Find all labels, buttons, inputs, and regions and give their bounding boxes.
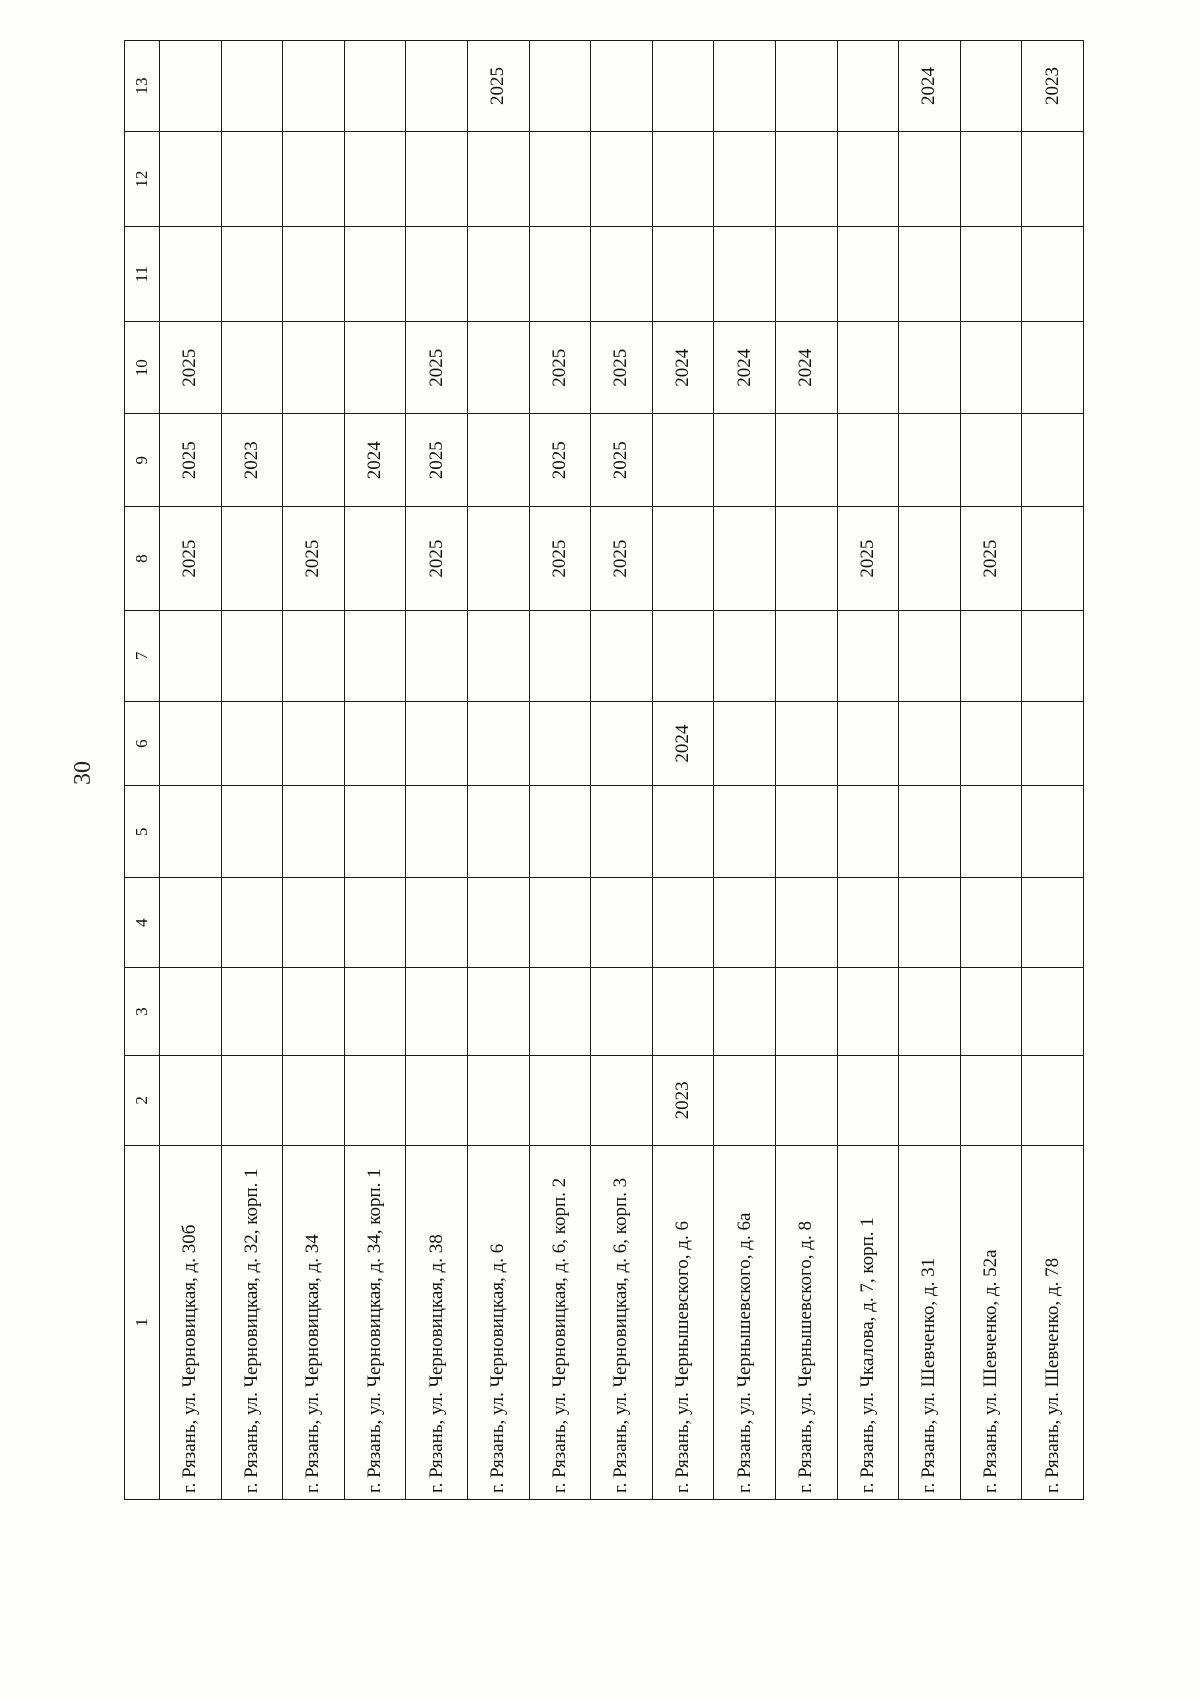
table-row [960,41,1022,1500]
year-cell [652,878,714,968]
year-cell: 2025 [960,507,1022,611]
year-cell [406,968,468,1056]
year-cell [406,701,468,786]
year-cell [160,878,222,968]
year-cell [160,227,222,322]
year-cell [283,968,345,1056]
year-cell: 2025 [591,322,653,414]
year-cell [837,1055,899,1145]
year-cell: 2025 [467,41,529,132]
year-cell [283,322,345,414]
year-cell [899,507,961,611]
year-cell [283,132,345,227]
year-cell [221,878,283,968]
year-cell: 2025 [529,322,591,414]
year-cell [1022,227,1084,322]
year-cell [591,610,653,701]
year-cell [529,878,591,968]
year-cell [529,701,591,786]
year-cell [714,968,776,1056]
year-cell: 2024 [714,322,776,414]
column-header: 1 [125,1145,160,1499]
year-cell: 2024 [775,322,837,414]
year-cell [529,1055,591,1145]
year-cell [960,878,1022,968]
year-cell: 2025 [406,507,468,611]
table-row [221,41,283,1500]
year-cell [652,610,714,701]
year-cell [221,701,283,786]
year-cell [1022,701,1084,786]
year-cell [529,41,591,132]
year-cell: 2024 [652,701,714,786]
column-header: 4 [125,878,160,968]
year-cell [652,227,714,322]
year-cell: 2025 [160,414,222,507]
year-cell [591,786,653,878]
year-cell [775,132,837,227]
year-cell [837,786,899,878]
year-cell [652,968,714,1056]
year-cell [652,507,714,611]
year-cell [899,322,961,414]
year-cell: 2024 [899,41,961,132]
table-row [652,41,714,1500]
year-cell [529,610,591,701]
year-cell [591,41,653,132]
year-cell [344,41,406,132]
year-cell [837,132,899,227]
year-cell [714,1055,776,1145]
year-cell: 2023 [221,414,283,507]
year-cell: 2024 [344,414,406,507]
year-cell [960,610,1022,701]
year-cell [591,227,653,322]
year-cell: 2025 [160,507,222,611]
year-cell [591,878,653,968]
year-cell: 2025 [591,414,653,507]
year-cell [960,414,1022,507]
table-row [591,41,653,1500]
year-cell [591,132,653,227]
year-cell [775,1055,837,1145]
year-cell [960,322,1022,414]
year-cell [960,41,1022,132]
address-cell: г. Рязань, ул. Чернышевского, д. 6 [652,1145,714,1499]
year-cell: 2025 [406,414,468,507]
address-cell: г. Рязань, ул. Шевченко, д. 78 [1022,1145,1084,1499]
year-cell [960,786,1022,878]
year-cell [960,1055,1022,1145]
year-cell [344,322,406,414]
table-row [899,41,961,1500]
year-cell [160,1055,222,1145]
year-cell [652,786,714,878]
year-cell: 2025 [591,507,653,611]
year-cell [283,1055,345,1145]
year-cell [837,968,899,1056]
year-cell [775,414,837,507]
address-cell: г. Рязань, ул. Чернышевского, д. 6а [714,1145,776,1499]
address-cell: г. Рязань, ул. Черновицкая, д. 30б [160,1145,222,1499]
year-cell [467,322,529,414]
table-row [467,41,529,1500]
year-cell [221,132,283,227]
year-cell [283,610,345,701]
year-cell [467,414,529,507]
year-cell [837,610,899,701]
year-cell [775,610,837,701]
year-cell [283,701,345,786]
year-cell [1022,507,1084,611]
year-cell [960,701,1022,786]
year-cell [344,701,406,786]
year-cell [837,227,899,322]
column-header: 3 [125,968,160,1056]
year-cell [221,1055,283,1145]
column-header: 9 [125,414,160,507]
year-cell [406,786,468,878]
year-cell [221,968,283,1056]
year-cell [714,507,776,611]
year-cell [714,132,776,227]
year-cell [837,322,899,414]
year-cell [591,968,653,1056]
year-cell [899,610,961,701]
year-cell [406,610,468,701]
table-row [283,41,345,1500]
table-row [714,41,776,1500]
year-cell [837,878,899,968]
column-header: 2 [125,1055,160,1145]
year-cell [529,786,591,878]
year-cell [1022,610,1084,701]
year-cell [899,701,961,786]
column-header: 12 [125,132,160,227]
year-cell [344,610,406,701]
year-cell [344,132,406,227]
year-cell [221,41,283,132]
schedule-table [124,40,1084,1500]
year-cell [467,968,529,1056]
column-header: 5 [125,786,160,878]
year-cell [1022,1055,1084,1145]
year-cell [591,701,653,786]
year-cell [283,41,345,132]
year-cell [775,507,837,611]
year-cell [344,968,406,1056]
year-cell [344,507,406,611]
year-cell [467,1055,529,1145]
year-cell [406,227,468,322]
year-cell [775,227,837,322]
address-cell: г. Рязань, ул. Черновицкая, д. 6, корп. 2 [529,1145,591,1499]
address-cell: г. Рязань, ул. Черновицкая, д. 38 [406,1145,468,1499]
year-cell [406,1055,468,1145]
table-row [160,41,222,1500]
year-cell [467,786,529,878]
year-cell [714,610,776,701]
year-cell [160,41,222,132]
year-cell [344,786,406,878]
year-cell: 2025 [406,322,468,414]
address-cell: г. Рязань, ул. Чернышевского, д. 8 [775,1145,837,1499]
year-cell [344,1055,406,1145]
year-cell [899,968,961,1056]
address-cell: г. Рязань, ул. Шевченко, д. 52а [960,1145,1022,1499]
year-cell: 2025 [160,322,222,414]
column-header: 8 [125,507,160,611]
year-cell [775,968,837,1056]
year-cell [775,786,837,878]
year-cell [714,227,776,322]
year-cell [529,227,591,322]
year-cell: 2025 [837,507,899,611]
year-cell [837,41,899,132]
year-cell [160,701,222,786]
year-cell [652,132,714,227]
year-cell [714,41,776,132]
year-cell [467,610,529,701]
year-cell [344,227,406,322]
year-cell [960,227,1022,322]
year-cell [714,786,776,878]
column-header: 13 [125,41,160,132]
year-cell [221,227,283,322]
year-cell [406,41,468,132]
year-cell [714,414,776,507]
table-row [406,41,468,1500]
year-cell [283,786,345,878]
year-cell [467,878,529,968]
year-cell [837,701,899,786]
column-header: 11 [125,227,160,322]
year-cell [221,610,283,701]
year-cell: 2024 [652,322,714,414]
year-cell [714,701,776,786]
address-cell: г. Рязань, ул. Черновицкая, д. 6, корп. 3 [591,1145,653,1499]
year-cell: 2025 [529,507,591,611]
address-cell: г. Рязань, ул. Черновицкая, д. 34 [283,1145,345,1499]
year-cell [591,1055,653,1145]
year-cell [160,132,222,227]
year-cell [160,786,222,878]
year-cell [529,968,591,1056]
year-cell [714,878,776,968]
year-cell [652,414,714,507]
column-header: 6 [125,701,160,786]
table-rotated-content [124,40,1084,1500]
year-cell [221,786,283,878]
page-number: 30 [70,761,96,785]
table-row [1022,41,1084,1500]
year-cell [1022,968,1084,1056]
year-cell [221,322,283,414]
year-cell [652,41,714,132]
address-cell: г. Рязань, ул. Черновицкая, д. 6 [467,1145,529,1499]
year-cell [899,132,961,227]
year-cell [899,1055,961,1145]
year-cell [406,878,468,968]
year-cell [899,786,961,878]
table-row [775,41,837,1500]
column-header: 7 [125,610,160,701]
year-cell [1022,132,1084,227]
year-cell [1022,878,1084,968]
year-cell [467,227,529,322]
year-cell [283,414,345,507]
year-cell [899,414,961,507]
year-cell [344,878,406,968]
year-cell [406,132,468,227]
year-cell: 2023 [1022,41,1084,132]
year-cell [467,507,529,611]
table-row [344,41,406,1500]
year-cell [1022,786,1084,878]
year-cell [467,701,529,786]
table-header-row [125,41,160,1500]
address-cell: г. Рязань, ул. Чкалова, д. 7, корп. 1 [837,1145,899,1499]
year-cell: 2025 [529,414,591,507]
year-cell [160,968,222,1056]
year-cell: 2025 [283,507,345,611]
year-cell [467,132,529,227]
table-row [529,41,591,1500]
year-cell [837,414,899,507]
year-cell [221,507,283,611]
year-cell [283,878,345,968]
table-rotation-frame [124,40,1084,1500]
year-cell [775,41,837,132]
address-cell: г. Рязань, ул. Черновицкая, д. 34, корп. 1 [344,1145,406,1499]
year-cell [899,227,961,322]
year-cell [960,968,1022,1056]
address-cell: г. Рязань, ул. Шевченко, д. 31 [899,1145,961,1499]
year-cell [775,878,837,968]
year-cell [1022,414,1084,507]
year-cell: 2023 [652,1055,714,1145]
column-header: 10 [125,322,160,414]
year-cell [775,701,837,786]
year-cell [960,132,1022,227]
year-cell [283,227,345,322]
year-cell [160,610,222,701]
table-row [837,41,899,1500]
year-cell [529,132,591,227]
year-cell [1022,322,1084,414]
address-cell: г. Рязань, ул. Черновицкая, д. 32, корп. 1 [221,1145,283,1499]
year-cell [899,878,961,968]
